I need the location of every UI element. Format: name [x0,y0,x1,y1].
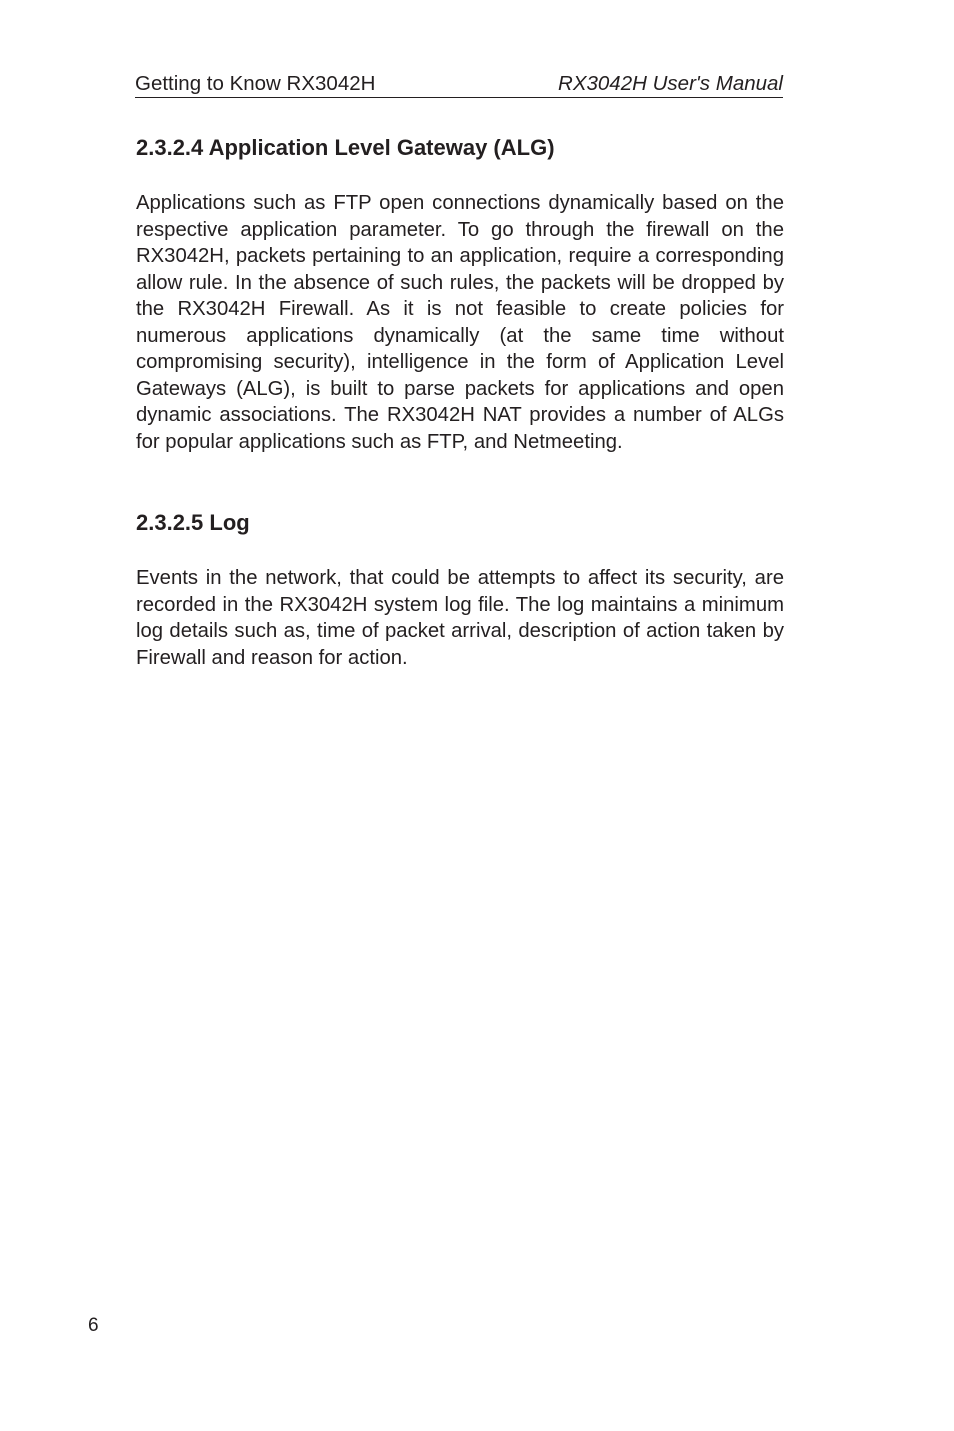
section-heading-log: 2.3.2.5 Log [136,510,250,535]
section-body-alg: Applications such as FTP open connections dynamically based on the respective application parameter. To go through the firewall on the RX3042H, packets pertaining to an application, require a corresponding allow rule. In the absence of such rules, the packets will be dropped by the RX3042H Firewall. As it is not feasible to create policies for numerous applications dynamically (at the same time without compromising security), intelligence in the form of Application Level Gateways (ALG), is built to parse packets for applications and open dynamic associations. The RX3042H NAT provides a number of ALGs for popular applications such as FTP, and Netmeeting. [136,192,784,453]
header-manual-title: RX3042H User's Manual [558,72,783,95]
page-number: 6 [88,1315,99,1336]
section-heading-alg: 2.3.2.4 Application Level Gateway (ALG) [136,135,555,160]
section-body-log: Events in the network, that could be attempts to affect its security, are recorded in the RX3042H system log file. The log maintains a minimum log details such as, time of packet arrival, description of action taken by Firewall and reason for action. [136,567,784,669]
header-chapter-title: Getting to Know RX3042H [135,72,376,95]
running-header [135,71,783,98]
